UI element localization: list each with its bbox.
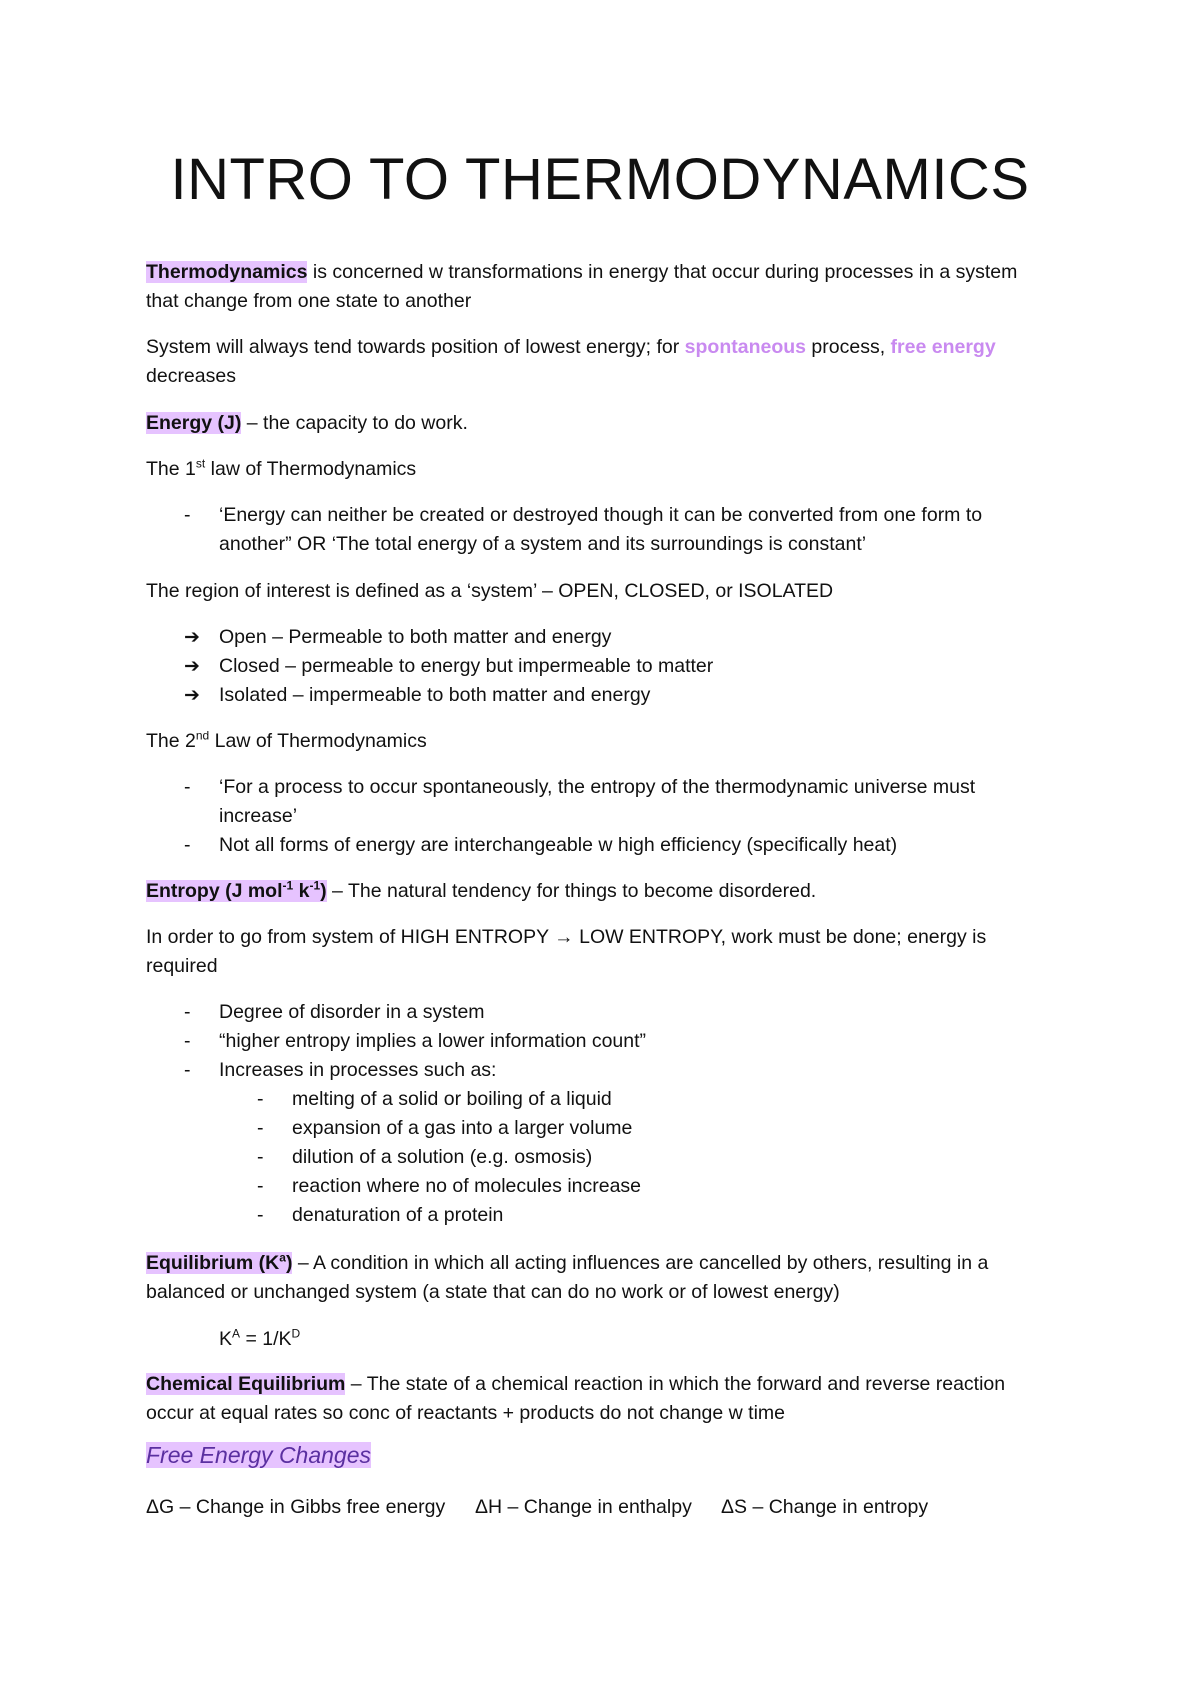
energy-definition: [146, 409, 468, 438]
arrow-right-icon: ➔: [184, 685, 200, 706]
term-thermodynamics: Thermodynamics: [146, 261, 308, 283]
equilibrium-term-b: ): [285, 1252, 293, 1274]
entropy-subitem: denaturation of a protein: [292, 1204, 504, 1226]
first-law-item-line-2: another” OR ‘The total energy of a system and its surroundings is constant’: [219, 533, 867, 555]
free-energy-heading-text: Free Energy Changes: [146, 1442, 372, 1468]
second-law-item-line-1: ‘For a process to occur spontaneously, the entropy of the thermodynamic universe must: [219, 776, 976, 798]
first-law-sup: st: [195, 456, 206, 471]
first-law-text-b: law of Thermodynamics: [205, 458, 417, 480]
entropy-term-a: Entropy (J mol: [146, 880, 283, 902]
dash-marker: -: [184, 1001, 191, 1023]
system-type-open: Open – Permeable to both matter and energy: [219, 626, 612, 648]
first-law-heading: [146, 455, 416, 484]
first-law-text-a: The 1: [146, 458, 196, 480]
dash-marker: -: [257, 1204, 264, 1226]
delta-h-definition: ΔH – Change in enthalpy: [475, 1496, 692, 1518]
system-type-closed: Closed – permeable to energy but impermeable to matter: [219, 655, 714, 677]
equilibrium-formula: [219, 1325, 300, 1354]
lowest-energy-line-1: [146, 333, 996, 362]
entropy-term-b: k: [293, 880, 310, 902]
system-type-isolated: Isolated – impermeable to both matter and energy: [219, 684, 651, 706]
second-law-item-2: Not all forms of energy are interchangeable w high efficiency (specifically heat): [219, 834, 898, 856]
dash-marker: -: [257, 1146, 264, 1168]
entropy-sup-2: -1: [309, 878, 321, 893]
formula-sup-a: A: [232, 1326, 241, 1341]
lowest-energy-text: System will always tend towards position of lowest energy; for: [146, 336, 685, 358]
page-title: INTRO TO THERMODYNAMICS: [170, 147, 1030, 212]
system-region-text: The region of interest is defined as a ‘system’ – OPEN, CLOSED, or ISOLATED: [146, 580, 834, 602]
term-chemical-equilibrium: Chemical Equilibrium: [146, 1373, 346, 1395]
formula-k: K: [219, 1328, 233, 1350]
entropy-item: Increases in processes such as:: [219, 1059, 497, 1081]
dash-marker: -: [184, 1030, 191, 1052]
arrow-right-icon: ➔: [184, 627, 200, 648]
dash-marker: -: [184, 1059, 191, 1081]
term-entropy: [146, 880, 327, 902]
chem-equilibrium-line-1: [146, 1370, 1005, 1399]
entropy-subitem: melting of a solid or boiling of a liquid: [292, 1088, 612, 1110]
second-law-text-b: Law of Thermodynamics: [209, 730, 427, 752]
term-equilibrium: [146, 1252, 292, 1274]
section-heading-free-energy: [146, 1441, 371, 1470]
equilibrium-definition-text: – A condition in which all acting influences are cancelled by others, resulting in a: [292, 1252, 989, 1274]
entropy-definition-text: – The natural tendency for things to become disordered.: [326, 880, 817, 902]
entropy-item: “higher entropy implies a lower information count”: [219, 1030, 647, 1052]
equilibrium-definition-line-1: [146, 1249, 988, 1278]
term-free-energy: free energy: [890, 336, 996, 358]
delta-s-definition: ΔS – Change in entropy: [721, 1496, 929, 1518]
arrow-right-icon: ➔: [184, 656, 200, 677]
first-law-item-line-1: ‘Energy can neither be created or destroyed though it can be converted from one form to: [219, 504, 983, 526]
formula-rest: = 1/K: [240, 1328, 292, 1350]
dash-marker: -: [184, 504, 191, 526]
lowest-energy-text-2: process,: [806, 336, 891, 358]
second-law-heading: [146, 727, 427, 756]
entropy-definition: [146, 877, 816, 906]
equilibrium-term-a: Equilibrium (K: [146, 1252, 280, 1274]
entropy-sup-1: -1: [282, 878, 294, 893]
dash-marker: -: [184, 776, 191, 798]
chem-equilibrium-line-2: occur at equal rates so conc of reactants + products do not change w time: [146, 1402, 785, 1424]
dash-marker: -: [184, 834, 191, 856]
term-energy: Energy (J): [146, 412, 242, 434]
equilibrium-sup: a: [279, 1250, 286, 1265]
second-law-sup: nd: [195, 728, 210, 743]
dash-marker: -: [257, 1088, 264, 1110]
thermo-definition-text: is concerned w transformations in energy that occur during processes in a system: [307, 261, 1018, 283]
formula-sup-d: D: [291, 1326, 301, 1341]
thermo-definition-line-1: [146, 258, 1017, 287]
delta-g-definition: ΔG – Change in Gibbs free energy: [146, 1496, 446, 1518]
term-spontaneous: spontaneous: [684, 336, 806, 358]
thermo-definition-line-2: that change from one state to another: [146, 290, 472, 312]
dash-marker: -: [257, 1175, 264, 1197]
chem-equilibrium-text: – The state of a chemical reaction in which the forward and reverse reaction: [345, 1373, 1006, 1395]
entropy-subitem: dilution of a solution (e.g. osmosis): [292, 1146, 593, 1168]
entropy-order-line-2: required: [146, 955, 218, 977]
entropy-term-c: ): [320, 880, 327, 902]
equilibrium-definition-line-2: balanced or unchanged system (a state that can do no work or of lowest energy): [146, 1281, 840, 1303]
second-law-item-line-2: increase’: [219, 805, 298, 827]
entropy-subitem: expansion of a gas into a larger volume: [292, 1117, 633, 1139]
entropy-order-line-1: In order to go from system of HIGH ENTROPY → LOW ENTROPY, work must be done; energy is: [146, 926, 987, 948]
entropy-subitem: reaction where no of molecules increase: [292, 1175, 642, 1197]
dash-marker: -: [257, 1117, 264, 1139]
energy-definition-text: – the capacity to do work.: [241, 412, 468, 434]
entropy-item: Degree of disorder in a system: [219, 1001, 485, 1023]
lowest-energy-line-2: decreases: [146, 365, 236, 387]
second-law-text-a: The 2: [146, 730, 196, 752]
